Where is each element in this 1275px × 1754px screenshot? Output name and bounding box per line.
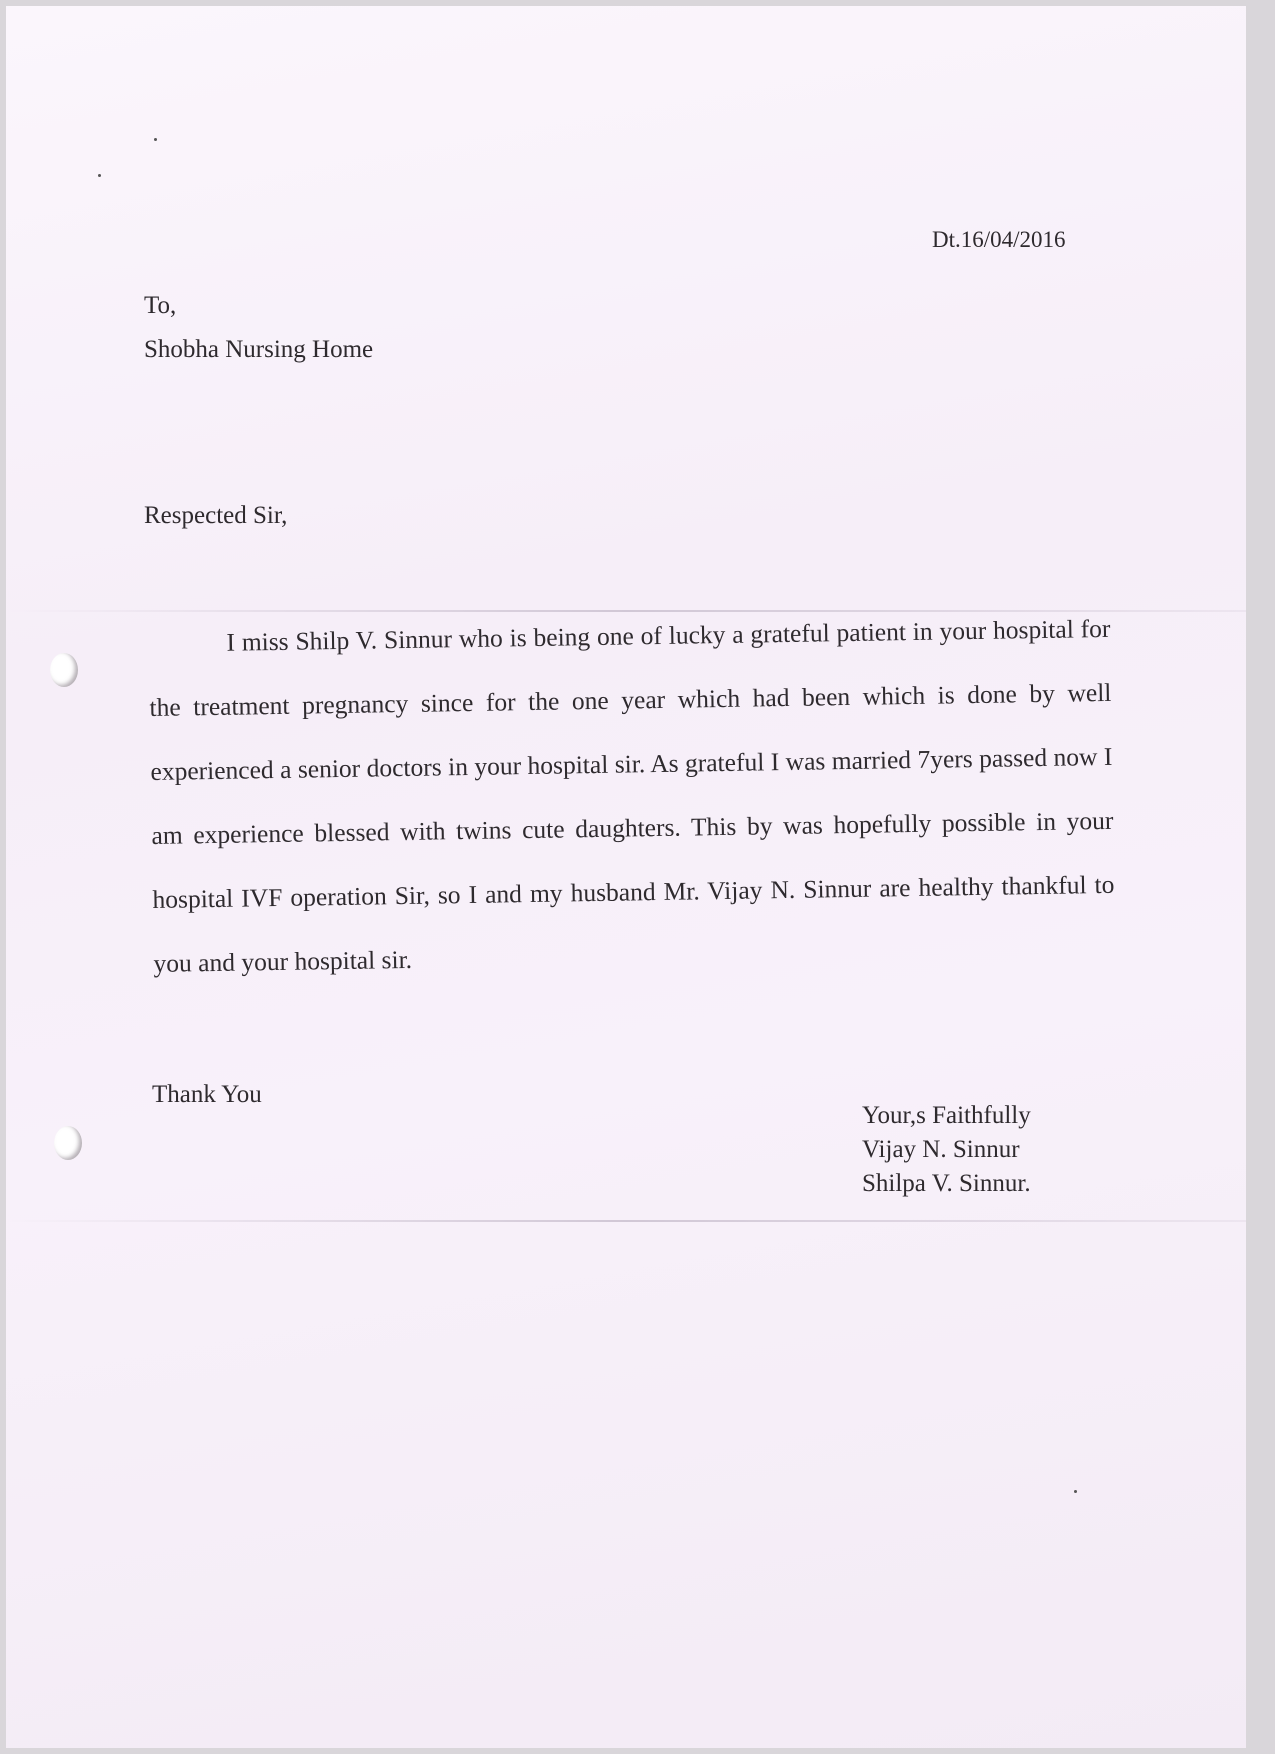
paper-speck xyxy=(154,138,157,141)
paper-fold-line xyxy=(6,1220,1246,1222)
thank-you-line: Thank You xyxy=(152,1081,262,1108)
signatory-name: Shilpa V. Sinnur. xyxy=(862,1170,1031,1197)
letter-page xyxy=(6,6,1246,1748)
punch-hole xyxy=(54,1126,82,1160)
paper-speck xyxy=(98,174,101,177)
salutation: Respected Sir, xyxy=(144,502,288,529)
recipient-name: Shobha Nursing Home xyxy=(144,336,374,363)
punch-hole xyxy=(50,653,78,687)
valediction: Your,s Faithfully xyxy=(862,1102,1031,1129)
letter-date: Dt.16/04/2016 xyxy=(932,227,1066,252)
letter-body: I miss Shilp V. Sinnur who is being one of lucky a grateful patient in your hospital for the treatment pregnancy since for the one year which had been which is done by well experienced a senior doctors in your hospital sir. As grateful I was married 7yers passed now I am experience blessed with twins cute daughters. This by was hopefully possible in your hospital IVF operation Sir, so I and my husband Mr. Vijay N. Sinnur are healthy thankful to you and your hospital sir. xyxy=(149,613,1115,978)
signature-block xyxy=(862,1099,1031,1201)
paper-speck xyxy=(1074,1490,1077,1493)
recipient-prefix: To, xyxy=(144,292,177,319)
signatory-name: Vijay N. Sinnur xyxy=(862,1136,1020,1163)
